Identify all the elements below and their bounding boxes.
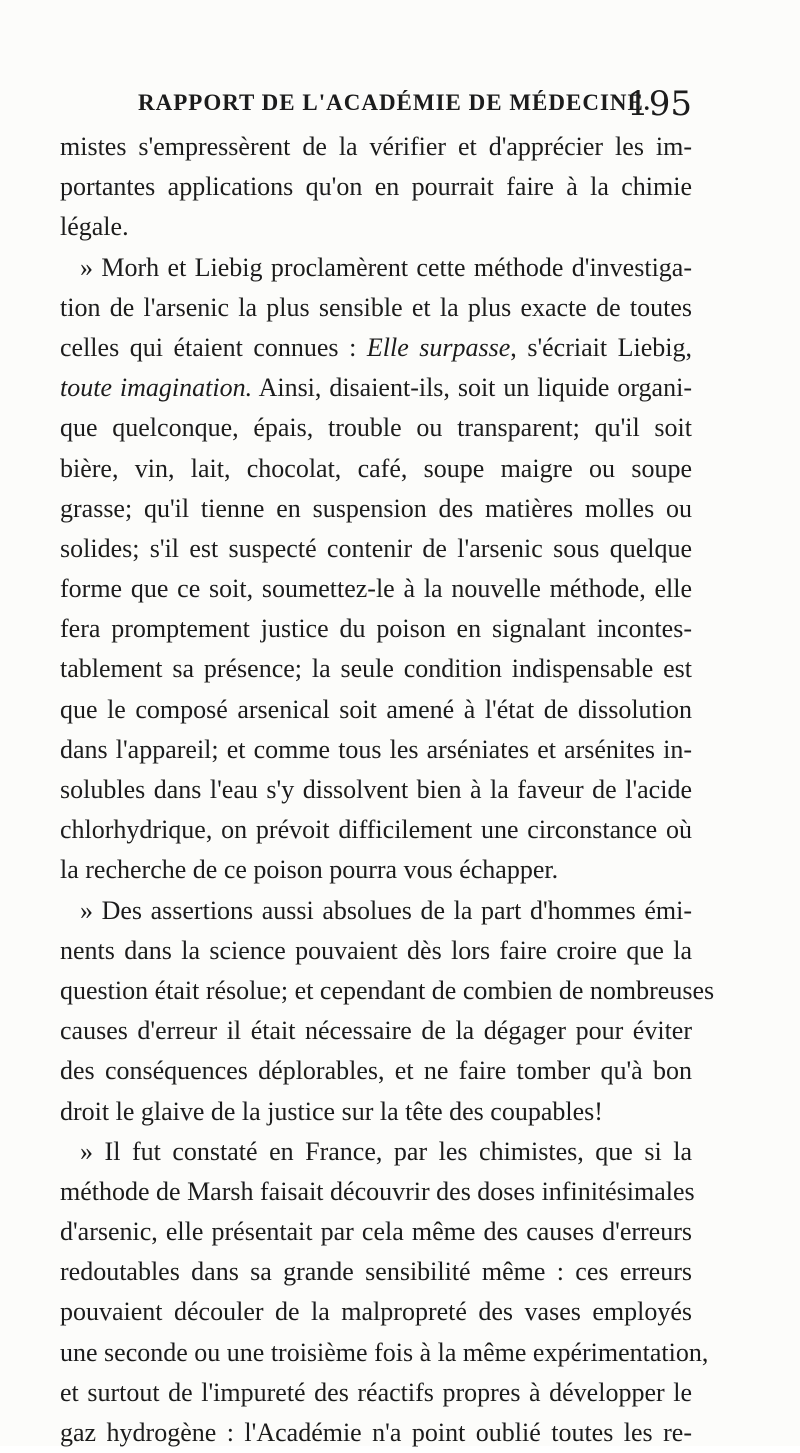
text-line: d'arsenic, elle présentait par cela même des causes d'erreurs	[60, 1217, 692, 1247]
text-line: légale.	[60, 212, 129, 242]
page-number: 195	[627, 84, 692, 124]
text-line: nents dans la science pouvaient dès lors faire croire que la	[60, 935, 692, 965]
text-line: redoutables dans sa grande sensibilité même : ces erreurs	[60, 1257, 692, 1287]
text-line: une seconde ou une troisième fois à la même expérimentation,	[60, 1337, 709, 1367]
paragraph-start-line: » Des assertions aussi absolues de la part d'hommes émi-	[80, 895, 692, 925]
text-segment: , s'écriait Liebig,	[510, 332, 693, 362]
text-line: et surtout de l'impureté des réactifs propres à développer le	[60, 1377, 692, 1407]
text-line	[60, 328, 692, 368]
text-line: pouvaient découler de la malpropreté des vases employés	[60, 1297, 692, 1327]
text-line: dans l'appareil; et comme tous les arséniates et arsénites in-	[60, 734, 692, 764]
text-line: bière, vin, lait, chocolat, café, soupe maigre ou soupe	[60, 453, 692, 483]
text-line: chlorhydrique, on prévoit difficilement une circonstance où	[60, 815, 692, 845]
text-line: question était résolue; et cependant de combien de nombreuses	[60, 975, 715, 1005]
text-line	[60, 368, 692, 408]
running-title: RAPPORT DE L'ACADÉMIE DE MÉDECINE.	[138, 90, 651, 115]
text-line: causes d'erreur il était nécessaire de la dégager pour éviter	[60, 1016, 692, 1046]
text-segment: Ainsi, disaient-ils, soit un liquide organi-	[252, 373, 692, 403]
text-line: que le composé arsenical soit amené à l'état de dissolution	[60, 694, 692, 724]
text-line: que quelconque, épais, trouble ou transparent; qu'il soit	[60, 413, 692, 443]
text-line: méthode de Marsh faisait découvrir des doses infinitésimales	[60, 1176, 695, 1206]
italic-quote: Elle surpasse	[366, 332, 511, 362]
text-line: grasse; qu'il tienne en suspension des matières molles ou	[60, 493, 692, 523]
text-line: fera promptement justice du poison en signalant incontes-	[60, 614, 692, 644]
text-line: mistes s'empressèrent de la vérifier et d'apprécier les im-	[60, 132, 692, 161]
text-line: portantes applications qu'on en pourrait faire à la chimie	[60, 172, 692, 202]
paragraph-start-line: » Il fut constaté en France, par les chimistes, que si la	[80, 1136, 692, 1166]
text-line: tion de l'arsenic la plus sensible et la plus exacte de toutes	[60, 292, 692, 322]
text-segment: celles qui étaient connues :	[60, 332, 367, 362]
text-line: forme que ce soit, soumettez-le à la nouvelle méthode, elle	[60, 574, 692, 604]
text-line: des conséquences déplorables, et ne faire tomber qu'à bon	[60, 1056, 692, 1086]
body-text	[60, 127, 715, 1453]
text-line: solubles dans l'eau s'y dissolvent bien à la faveur de l'acide	[60, 775, 692, 804]
text-line: la recherche de ce poison pourra vous échapper.	[60, 855, 559, 885]
text-line: tablement sa présence; la seule condition indispensable est	[60, 654, 692, 684]
page-header	[128, 84, 692, 124]
text-line: solides; s'il est suspecté contenir de l'arsenic sous quelque	[60, 533, 692, 563]
text-line: gaz hydrogène : l'Académie n'a point oublié toutes les re-	[60, 1418, 692, 1447]
italic-quote: toute imagination.	[60, 373, 253, 403]
paragraph-start-line: » Morh et Liebig proclamèrent cette méthode d'investiga-	[80, 252, 692, 282]
text-line: droit le glaive de la justice sur la tête des coupables!	[60, 1096, 603, 1126]
